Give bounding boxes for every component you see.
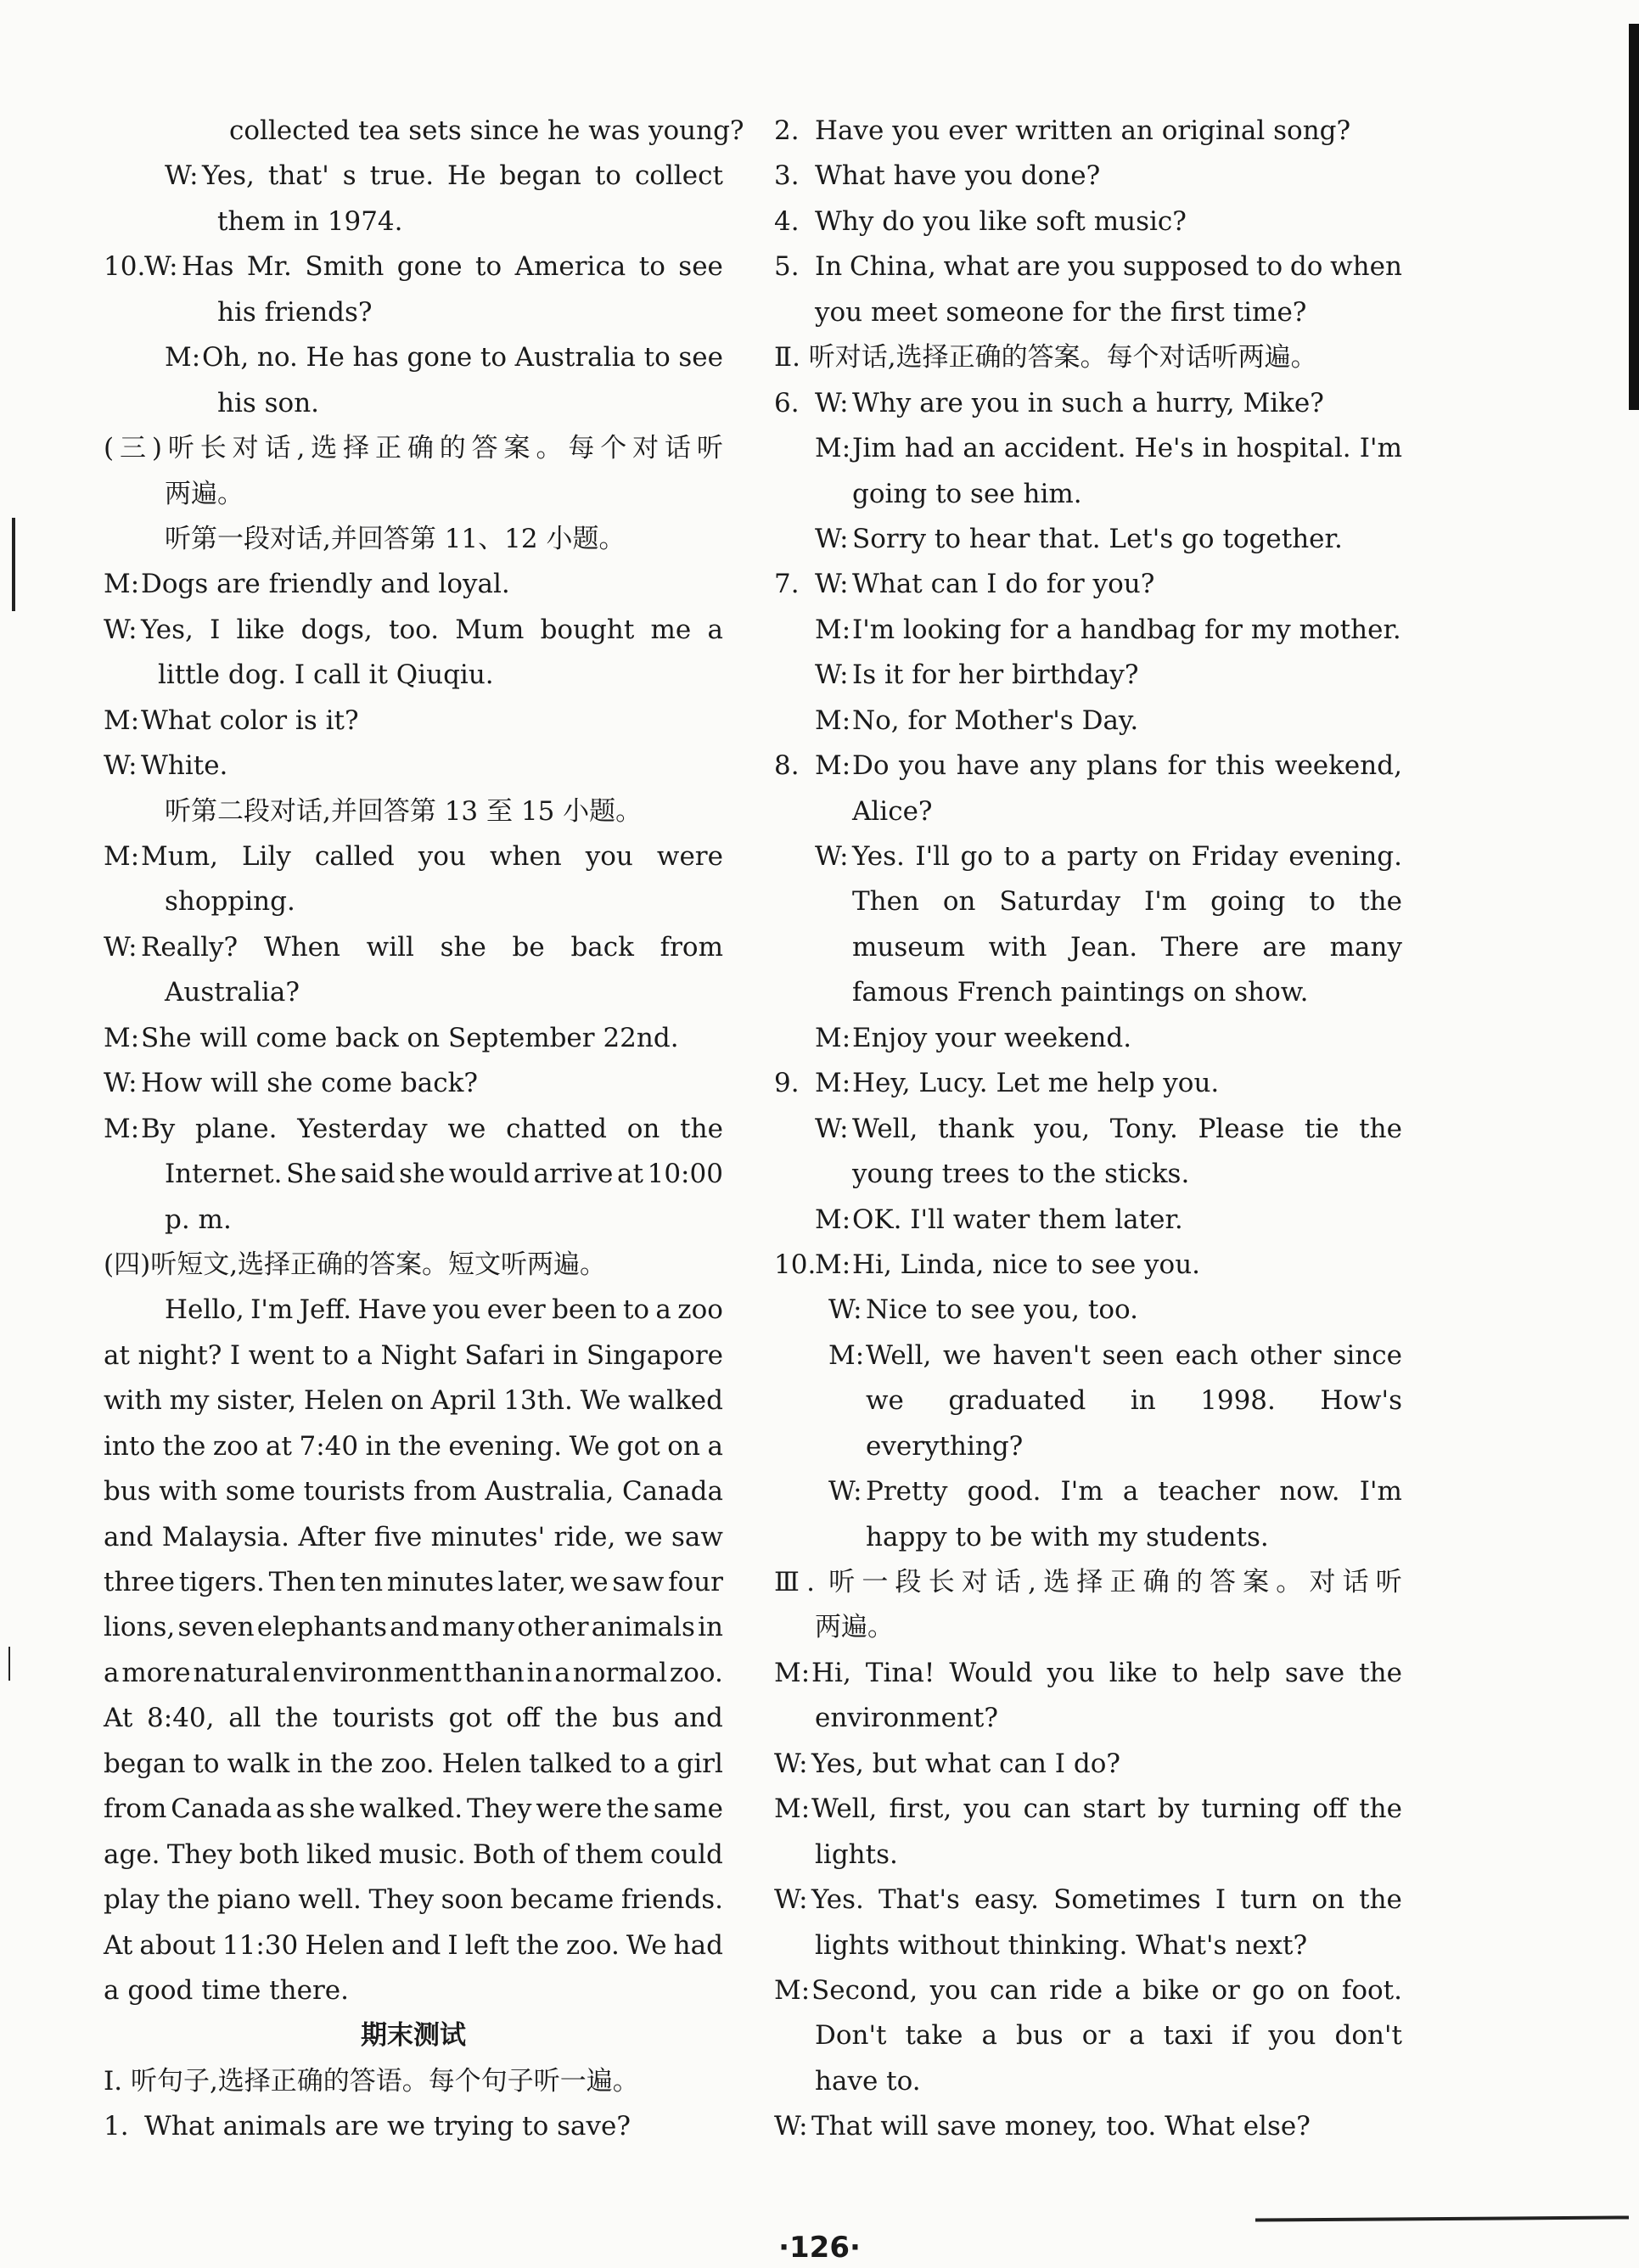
line-text: Have you ever written an original song? [815, 115, 1351, 146]
speaker-label: W: [815, 660, 849, 691]
text-line [774, 834, 1402, 879]
line-text: No, for Mother's Day. [852, 705, 1139, 736]
speaker-label: W: [104, 1068, 138, 1099]
speaker-label: W: [815, 841, 849, 872]
text-line [104, 789, 723, 834]
item-number: 5. [774, 251, 800, 283]
speaker-label: M: [815, 1249, 851, 1280]
scan-mark-left [12, 518, 15, 611]
text-line [104, 1469, 723, 1514]
line-text: Hi, Linda, nice to see you. [852, 1249, 1201, 1280]
line-text: Ⅰ. 听句子,选择正确的答语。每个句子听一遍。 [104, 2065, 639, 2097]
text-line [104, 1742, 723, 1787]
text-line [774, 154, 1402, 199]
text-line [104, 699, 723, 744]
line-text: Ⅱ. 听对话,选择正确的答案。每个对话听两遍。 [774, 342, 1317, 373]
line-text: into the zoo at 7:40 in the evening. We got on a [104, 1430, 723, 1462]
text-line [774, 608, 1402, 653]
line-text: lions, seven elephants and many other animals in [104, 1612, 723, 1643]
page-number: ·126· [778, 2231, 861, 2265]
text-line [104, 2104, 723, 2149]
text-line [774, 472, 1402, 517]
line-text: young trees to the sticks. [852, 1159, 1190, 1190]
line-text: play the piano well. They soon became friends. [104, 1884, 723, 1916]
line-text: OK. I'll water them later. [852, 1204, 1183, 1235]
text-line [104, 1152, 723, 1197]
line-text: 两遍。 [165, 478, 244, 509]
text-line [774, 699, 1402, 744]
speaker-label: W: [774, 1748, 808, 1779]
text-line [774, 1016, 1402, 1061]
text-line [104, 472, 723, 517]
text-line [104, 1198, 723, 1243]
text-line [774, 2013, 1402, 2058]
text-line [774, 1742, 1402, 1787]
line-text: Alice? [852, 795, 933, 827]
line-text: Don't take a bus or a taxi if you don't [815, 2020, 1402, 2052]
text-line [774, 1515, 1402, 1560]
line-text: Hey, Lucy. Let me help you. [852, 1068, 1220, 1099]
line-text: Hello, I'm Jeff. Have you ever been to a zoo [165, 1294, 723, 1326]
text-line [104, 970, 723, 1015]
text-line [104, 1424, 723, 1469]
text-line [104, 834, 723, 879]
text-line [104, 1333, 723, 1378]
speaker-label: M: [774, 1657, 811, 1688]
speaker-label: W: [165, 160, 199, 192]
line-text: Well, thank you, Tony. Please tie the [852, 1113, 1402, 1144]
scan-edge-bar [1629, 24, 1639, 410]
text-line [774, 1198, 1402, 1243]
speaker-label: M: [104, 1113, 140, 1144]
speaker-label: W: [144, 251, 178, 283]
text-line [774, 244, 1402, 289]
item-number: 6. [774, 387, 800, 418]
line-text: What can I do for you? [852, 569, 1155, 600]
line-text: three tigers. Then ten minutes later, we saw four [104, 1567, 723, 1597]
right-column [774, 109, 1402, 2150]
line-text: Jim had an accident. He's in hospital. I'm [852, 433, 1402, 464]
line-text: Mum, Lily called you when you were [141, 841, 723, 872]
left-column [104, 109, 744, 2150]
text-line [104, 244, 723, 289]
line-text: Why are you in such a hurry, Mike? [852, 387, 1324, 418]
line-text: That will save money, too. What else? [811, 2111, 1311, 2142]
line-text: (四)听短文,选择正确的答案。短文听两遍。 [104, 1249, 607, 1280]
line-text: at night? I went to a Night Safari in Singapore [104, 1339, 723, 1371]
line-text: Then on Saturday I'm going to the [852, 886, 1402, 918]
line-text: from Canada as she walked. They were the same [104, 1794, 723, 1825]
text-line [774, 1243, 1402, 1288]
text-line [774, 1107, 1402, 1152]
text-line [774, 1696, 1402, 1741]
item-number: 4. [774, 205, 800, 237]
speaker-label: M: [774, 1974, 811, 2006]
line-text: his son. [217, 387, 320, 418]
line-text: Nice to see you, too. [866, 1294, 1138, 1326]
line-text: little dog. I call it Qiuqiu. [158, 660, 494, 691]
line-text: his friends? [217, 296, 373, 328]
line-text: Has Mr. Smith gone to America to see [182, 251, 723, 283]
line-text: At 8:40, all the tourists got off the bus and [104, 1703, 723, 1734]
line-text: lights. [815, 1839, 898, 1870]
text-line [104, 1833, 723, 1878]
line-text: p. m. [165, 1204, 232, 1235]
speaker-label: M: [104, 569, 140, 600]
text-line [104, 653, 723, 698]
text-line [774, 1923, 1402, 1968]
line-text: and Malaysia. After five minutes' ride, we saw [104, 1521, 723, 1552]
item-number: 8. [774, 750, 800, 782]
text-line [104, 1605, 723, 1650]
speaker-label: M: [815, 1204, 851, 1235]
text-line [104, 1378, 723, 1423]
speaker-label: W: [815, 523, 849, 554]
line-text: famous French paintings on show. [852, 977, 1309, 1008]
line-text: Yes. That's easy. Sometimes I turn on the [811, 1884, 1402, 1916]
line-text: have to. [815, 2065, 921, 2097]
speaker-label: M: [815, 1022, 851, 1053]
text-line [104, 1923, 723, 1968]
text-line [104, 1787, 723, 1832]
line-text: a good time there. [104, 1974, 349, 2006]
speaker-label: M: [815, 750, 851, 782]
text-line [774, 925, 1402, 970]
text-line [774, 1605, 1402, 1650]
text-line [774, 1469, 1402, 1514]
speaker-label: M: [104, 1022, 140, 1053]
line-text: Really? When will she be back from [141, 931, 723, 963]
speaker-label: W: [815, 1113, 849, 1144]
line-text: Yes, but what can I do? [811, 1748, 1121, 1779]
line-text: 听第二段对话,并回答第 13 至 15 小题。 [165, 795, 643, 827]
text-line [774, 2059, 1402, 2104]
text-line [104, 1243, 723, 1288]
line-text: What have you done? [815, 160, 1101, 192]
text-line [774, 335, 1402, 380]
line-text: White. [141, 750, 228, 782]
line-text: you meet someone for the first time? [815, 296, 1307, 328]
text-line [774, 426, 1402, 471]
line-text: museum with Jean. There are many [852, 931, 1402, 963]
text-line [774, 1333, 1402, 1378]
speaker-label: W: [815, 569, 849, 600]
text-line [774, 1651, 1402, 1696]
text-line [104, 1107, 723, 1152]
line-text: everything? [866, 1430, 1024, 1462]
text-line [104, 879, 723, 924]
text-line [774, 290, 1402, 335]
line-text: Yes, that' s true. He began to collect [202, 160, 723, 192]
line-text: happy to be with my students. [866, 1521, 1269, 1552]
line-text: She will come back on September 22nd. [141, 1022, 679, 1053]
line-text: 听第一段对话,并回答第 11、12 小题。 [165, 523, 626, 554]
text-line [104, 426, 723, 471]
text-line [104, 608, 723, 653]
line-text: By plane. Yesterday we chatted on the [141, 1113, 723, 1144]
text-line [104, 1061, 723, 1106]
line-text: Oh, no. He has gone to Australia to see [202, 342, 723, 373]
text-line [774, 1378, 1402, 1423]
item-number: 10. [774, 1249, 817, 1280]
scan-bottom-rule [1255, 2215, 1629, 2221]
line-text: bus with some tourists from Australia, Canada [104, 1476, 723, 1507]
line-text: What color is it? [141, 705, 359, 736]
text-line [774, 1424, 1402, 1469]
text-line [104, 1016, 723, 1061]
speaker-label: M: [815, 614, 851, 645]
text-line [774, 789, 1402, 834]
speaker-label: W: [104, 931, 138, 963]
line-text: shopping. [165, 886, 295, 918]
line-text: Hi, Tina! Would you like to help save the [811, 1657, 1402, 1688]
item-number: 3. [774, 160, 800, 192]
line-text: Well, first, you can start by turning off the [811, 1794, 1402, 1825]
scan-mark-left-2 [8, 1647, 10, 1681]
line-text: Do you have any plans for this weekend, [852, 750, 1402, 782]
text-line [774, 744, 1402, 789]
line-text: Why do you like soft music? [815, 205, 1187, 237]
line-text: age. They both liked music. Both of them could [104, 1839, 723, 1870]
text-line [774, 1787, 1402, 1832]
text-line [774, 1288, 1402, 1333]
speaker-label: M: [815, 433, 851, 464]
text-line [774, 1968, 1402, 2013]
line-text: At about 11:30 Helen and I left the zoo. We had [104, 1929, 723, 1961]
text-line [774, 199, 1402, 244]
text-line [104, 517, 723, 562]
line-text: collected tea sets since he was young? [229, 115, 744, 146]
text-line [104, 744, 723, 789]
speaker-label: M: [828, 1339, 865, 1371]
line-text: Enjoy your weekend. [852, 1022, 1132, 1053]
line-text: environment? [815, 1703, 998, 1734]
section-heading [104, 2013, 723, 2058]
line-text: ( 三 ) 听 长 对 话 , 选 择 正 确 的 答 案 。 每 个 对 话 听 [104, 433, 723, 464]
speaker-label: W: [104, 750, 138, 782]
item-number: 9. [774, 1068, 800, 1099]
line-text: Second, you can ride a bike or go on foot. [811, 1974, 1402, 2006]
text-line [104, 381, 723, 426]
text-line [774, 653, 1402, 698]
text-line [104, 154, 723, 199]
line-text: Yes. I'll go to a party on Friday evening. [852, 841, 1402, 872]
line-text: Internet. She said she would arrive at 10:00 [165, 1159, 723, 1190]
line-text: How will she come back? [141, 1068, 479, 1099]
text-line [104, 925, 723, 970]
text-line [774, 2104, 1402, 2149]
speaker-label: M: [165, 342, 201, 373]
text-line [104, 335, 723, 380]
text-line [104, 1288, 723, 1333]
text-line [104, 199, 723, 244]
text-line [774, 109, 1402, 154]
item-number: 2. [774, 115, 800, 146]
line-text: Pretty good. I'm a teacher now. I'm [866, 1476, 1402, 1507]
speaker-label: W: [828, 1476, 862, 1507]
line-text: Yes, I like dogs, too. Mum bought me a [141, 614, 723, 645]
line-text: In China, what are you supposed to do when [815, 251, 1402, 283]
text-line [104, 1968, 723, 2013]
speaker-label: W: [774, 2111, 808, 2142]
line-text: Australia? [165, 977, 300, 1008]
line-text: Ⅲ . 听 一 段 长 对 话 , 选 择 正 确 的 答 案 。 对 话 听 [774, 1567, 1402, 1597]
text-line [774, 1833, 1402, 1878]
speaker-label: M: [815, 1068, 851, 1099]
line-text: them in 1974. [217, 205, 403, 237]
text-line [104, 1878, 723, 1923]
text-line [774, 517, 1402, 562]
item-number: 10. [104, 251, 146, 283]
line-text: lights without thinking. What's next? [815, 1929, 1308, 1961]
line-text: Sorry to hear that. Let's go together. [852, 523, 1343, 554]
text-line [104, 290, 723, 335]
item-number: 7. [774, 569, 800, 600]
line-text: I'm looking for a handbag for my mother. [852, 614, 1401, 645]
line-text: Is it for her birthday? [852, 660, 1139, 691]
speaker-label: W: [828, 1294, 862, 1326]
text-line [774, 970, 1402, 1015]
line-text: going to see him. [852, 478, 1082, 509]
line-text: with my sister, Helen on April 13th. We walked [104, 1385, 723, 1417]
text-line [104, 1696, 723, 1741]
text-line [774, 381, 1402, 426]
text-line [774, 879, 1402, 924]
speaker-label: M: [774, 1794, 811, 1825]
text-line [774, 1061, 1402, 1106]
speaker-label: W: [774, 1884, 808, 1916]
text-line [774, 1878, 1402, 1923]
line-text: 期末测试 [361, 2020, 466, 2052]
text-line [104, 1651, 723, 1696]
speaker-label: M: [104, 705, 140, 736]
line-text: Well, we haven't seen each other since [866, 1339, 1402, 1371]
speaker-label: W: [104, 614, 138, 645]
text-line [774, 562, 1402, 607]
line-text: What animals are we trying to save? [144, 2111, 631, 2142]
speaker-label: M: [104, 841, 140, 872]
speaker-label: W: [815, 387, 849, 418]
text-line [104, 562, 723, 607]
line-text: we graduated in 1998. How's [866, 1385, 1402, 1417]
text-line [774, 1560, 1402, 1605]
text-line [104, 2059, 723, 2104]
text-line [104, 1560, 723, 1605]
text-line [104, 109, 744, 154]
speaker-label: M: [815, 705, 851, 736]
text-line [104, 1515, 723, 1560]
line-text: a more natural environment than in a normal zoo. [104, 1657, 723, 1688]
line-text: Dogs are friendly and loyal. [141, 569, 510, 600]
text-line [774, 1152, 1402, 1197]
item-number: 1. [104, 2111, 129, 2142]
line-text: began to walk in the zoo. Helen talked to a girl [104, 1748, 723, 1779]
line-text: 两遍。 [815, 1612, 894, 1643]
